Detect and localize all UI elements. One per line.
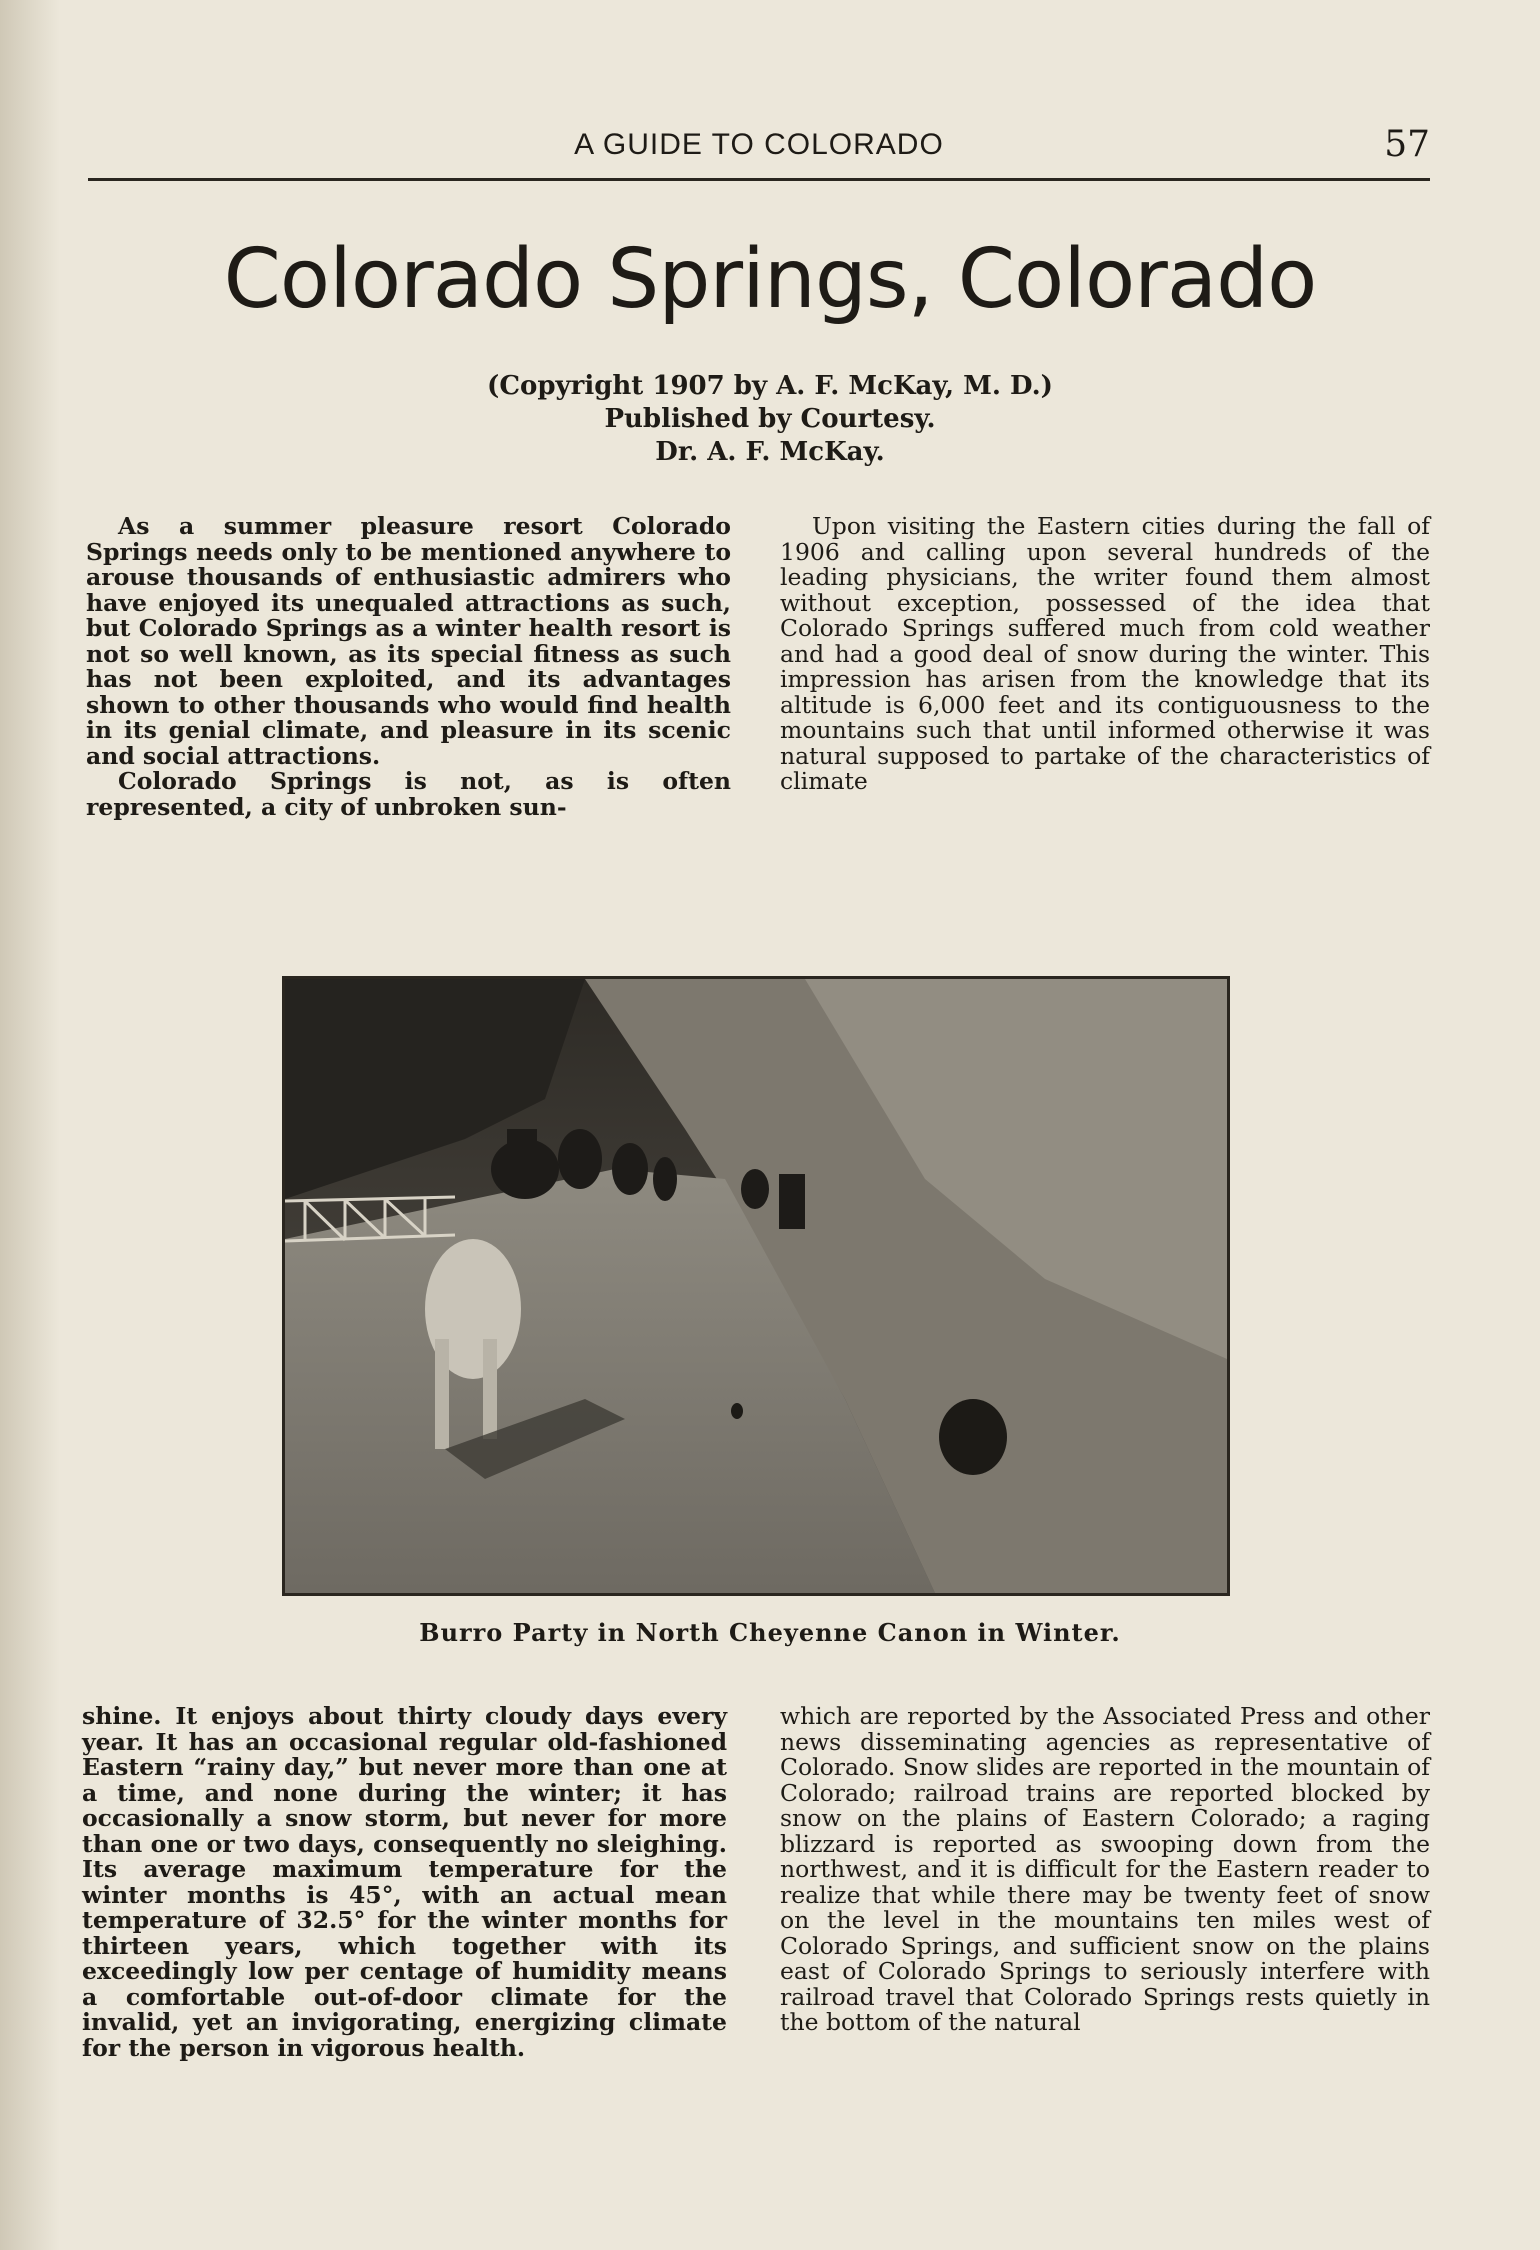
paragraph: Upon visiting the Eastern cities during the fall of 1906 and calling upon several hundreds of the leading physicians, the writer found them almost without exception, possessed of the idea that Colorado Springs suffered much from cold weather and had a good deal of snow during the winter. This impression has arisen from the knowledge that its altitude is 6,000 feet and its contiguousness to the mountains such that until informed otherwise it was natural supposed to partake of the characteristics of climate [780,512,1430,795]
article-title: Colorado Springs, Colorado [223,232,1317,327]
header-rule [88,178,1430,181]
photo-burro-party [282,976,1230,1596]
column-bottom-right [780,1704,1430,2036]
byline-courtesy: Published by Courtesy. [604,404,936,434]
photo-illustration [285,979,1227,1593]
column-bottom-left [82,1704,727,2061]
paragraph: shine. It enjoys about thirty cloudy days every year. It has an occasional regular old-fashioned Eastern “rainy day,” but never more than one at a time, and none during the winter; it has occasionally a snow storm, but never for more than one or two days, consequently no sleighing. Its average maximum temperature for the winter months is 45°, with an actual mean temperature of 32.5° for the winter months for thirteen years, which together with its exceedingly low per centage of humidity means a comfortable out-of-door climate for the invalid, yet an invigorating, energizing climate for the person in vigorous health. [82,1702,727,2062]
page-number: 57 [1384,124,1430,165]
byline-author: Dr. A. F. McKay. [655,437,885,467]
column-top-right [780,514,1430,795]
running-header [88,124,1430,174]
running-title: A GUIDE TO COLORADO [574,128,944,161]
paragraph: Colorado Springs is not, as is often represented, a city of unbroken sun- [86,767,731,821]
column-top-left [86,514,731,820]
photo-caption: Burro Party in North Cheyenne Canon in Winter. [419,1618,1121,1647]
byline-copyright: (Copyright 1907 by A. F. McKay, M. D.) [487,371,1053,401]
paragraph: As a summer pleasure resort Colorado Springs needs only to be mentioned anywhere to arouse thousands of enthusiastic admirers who have enjoyed its unequaled attractions as such, but Colorado Springs as a winter health resort is not so well known, as its special fitness as such has not been exploited, and its advantages shown to other thousands who would find health in its genial climate, and pleasure in its scenic and social attractions. [86,512,731,770]
page-gutter-shadow [0,0,60,2250]
paragraph: which are reported by the Associated Press and other news disseminating agencies as representative of Colorado. Snow slides are reported in the mountain of Colorado; railroad trains are reported blocked by snow on the plains of Eastern Colorado; a raging blizzard is reported as swooping down from the northwest, and it is difficult for the Eastern reader to realize that while there may be twenty feet of snow on the level in the mountains ten miles west of Colorado Springs, and sufficient snow on the plains east of Colorado Springs to seriously interfere with railroad travel that Colorado Springs rests quietly in the bottom of the natural [780,1702,1430,2036]
byline [0,370,1540,469]
